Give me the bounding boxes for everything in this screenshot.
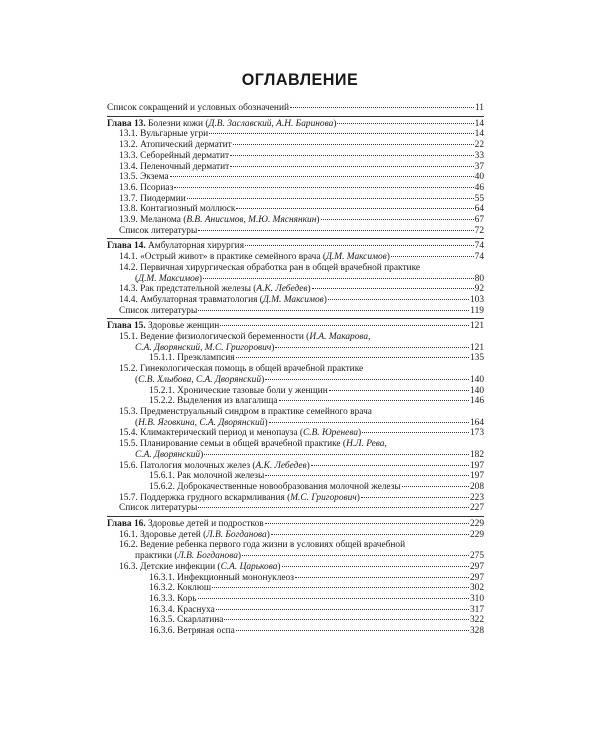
page-number: 46 (474, 182, 484, 193)
leader-dots (170, 176, 474, 177)
toc-entry[interactable] (107, 332, 484, 353)
entry-authors: И.А. Макарова, (309, 332, 371, 343)
toc-entry[interactable] (107, 503, 484, 514)
entry-text: практики (Л.В. Богданова) (135, 551, 242, 562)
entry-first-line: 15.2. Гинекологическая помощь в общей врачебной практике (119, 364, 364, 375)
entry-text: 16.3.1. Инфекционный мононуклеоз (149, 572, 294, 583)
page-number: 74 (474, 252, 484, 263)
entry-first-line: 15.3. Предменструальный синдром в практике семейного врача (119, 406, 372, 417)
page-number: 72 (474, 225, 484, 236)
page-number: 33 (474, 150, 484, 161)
toc-entry[interactable] (107, 295, 484, 306)
chapter-heading[interactable] (107, 119, 484, 130)
page-number: 297 (469, 572, 484, 583)
entry-text: 13.1. Вульгарные угри (119, 129, 209, 140)
toc-entry[interactable] (107, 151, 484, 162)
leader-dots (203, 278, 474, 279)
toc-entry[interactable] (107, 284, 484, 295)
toc-entry[interactable] (107, 204, 484, 215)
leader-dots (204, 454, 469, 455)
leader-dots (312, 288, 474, 289)
chapter-divider (107, 516, 484, 517)
toc-entry[interactable] (107, 183, 484, 194)
entry-text: 15.7. Поддержка грудного вскармливания (М.С. Григорович) (119, 492, 360, 503)
toc-entry[interactable] (107, 140, 484, 151)
page-number: 103 (469, 294, 484, 305)
entry-first-line: 14.2. Первичная хирургическая обработка ран в общей врачебной практике (119, 262, 421, 273)
page-number: 164 (469, 417, 484, 428)
entry-text: 15.2.2. Выделения из влагалища (149, 396, 278, 407)
leader-dots (236, 357, 469, 358)
entry-text: 15.2.1. Хронические тазовые боли у женщин (149, 385, 328, 396)
toc-entry[interactable] (107, 306, 484, 317)
leader-dots (295, 577, 469, 578)
leader-dots (198, 507, 469, 508)
page-number: 14 (474, 118, 484, 129)
entry-text: Список литературы (119, 305, 198, 316)
page-number: 64 (474, 204, 484, 215)
leader-dots (224, 619, 469, 620)
toc-entry[interactable] (107, 573, 484, 584)
leader-dots (311, 465, 469, 466)
toc-entry[interactable] (107, 172, 484, 183)
entry-authors: С.А. Дворянский, М.С. Григорович (135, 342, 272, 353)
entry-authors: Л.В. Богданова (177, 551, 238, 562)
toc-entry[interactable] (107, 263, 484, 284)
page-number: 197 (469, 460, 484, 471)
leader-dots (236, 208, 473, 209)
page-number: 197 (469, 471, 484, 482)
leader-dots (209, 133, 473, 134)
chapter-title: Глава 15. Здоровье женщин (107, 321, 220, 332)
page-number: 55 (474, 193, 484, 204)
page-number: 328 (469, 626, 484, 637)
chapter-title: Глава 16. Здоровье детей и подростков (107, 519, 264, 530)
toc-entry[interactable] (107, 194, 484, 205)
entry-text: 13.2. Атопический дерматит (119, 140, 232, 151)
chapter-number: Глава 13. (107, 118, 146, 129)
entry-authors: В.В. Анисимов, М.Ю. Мяснянкин (186, 215, 317, 226)
entry-authors: Д.М. Максимов (262, 294, 324, 305)
chapter-heading[interactable] (107, 241, 484, 252)
entry-continuation (119, 274, 484, 285)
leader-dots (337, 123, 473, 124)
page-number: 302 (469, 583, 484, 594)
leader-dots (271, 534, 469, 535)
toc-entry[interactable] (107, 407, 484, 428)
entry-first-line: 16.2. Ведение ребенка первого года жизни в условиях общей врачебной (119, 540, 406, 551)
entry-text: Список сокращений и условных обозначений (107, 103, 289, 113)
entry-text: (С.В. Хлыбова, С.А. Дворянский) (135, 374, 265, 385)
page-number: 140 (469, 374, 484, 385)
entry-authors: Н.Л. Рева, (346, 439, 387, 450)
leader-dots (198, 598, 469, 599)
toc-entry[interactable] (107, 626, 484, 637)
entry-text: (Н.В. Яговкина, С.А. Дворянский) (135, 417, 268, 428)
chapter-number: Глава 15. (107, 321, 146, 332)
leader-dots (242, 555, 469, 556)
entry-authors: С.В. Хлыбова, С.А. Дворянский (138, 374, 262, 385)
page-number: 229 (469, 529, 484, 540)
toc-entry-abbreviations[interactable] (107, 103, 484, 114)
leader-dots (220, 325, 469, 326)
leader-dots (198, 230, 473, 231)
page-number: 182 (469, 449, 484, 460)
leader-dots (321, 219, 474, 220)
toc-entry[interactable] (107, 615, 484, 626)
toc-entry[interactable] (107, 530, 484, 541)
chapter-divider (107, 318, 484, 319)
entry-text: С.А. Дворянский) (135, 449, 204, 460)
chapter-divider (107, 116, 484, 117)
page-number: 121 (469, 321, 484, 332)
page-number: 223 (469, 492, 484, 503)
chapter-number: Глава 16. (107, 519, 146, 530)
leader-dots (279, 400, 469, 401)
leader-dots (362, 432, 469, 433)
toc-entry[interactable] (107, 461, 484, 472)
entry-authors: С.А. Дворянский (135, 449, 201, 460)
entry-authors: С.А. Царькова (220, 561, 278, 572)
leader-dots (230, 155, 474, 156)
entry-authors: А.К. Лебедев (256, 284, 308, 295)
page-number: 297 (469, 561, 484, 572)
toc-entry[interactable] (107, 439, 484, 460)
table-of-contents (107, 103, 484, 637)
entry-text: 16.3.5. Скарлатина (149, 615, 224, 626)
page-number: 208 (469, 481, 484, 492)
entry-text: 13.9. Меланома (В.В. Анисимов, М.Ю. Мяснянкин) (119, 215, 320, 226)
leader-dots (187, 198, 474, 199)
toc-entry[interactable] (107, 364, 484, 385)
entry-text: 15.6. Патология молочных желез (А.К. Лебедев) (119, 460, 310, 471)
page-number: 80 (474, 273, 484, 284)
entry-authors: М.С. Григорович (290, 492, 357, 503)
leader-dots (265, 379, 469, 380)
leader-dots (198, 310, 469, 311)
leader-dots (265, 523, 469, 524)
entry-continuation (119, 551, 484, 562)
leader-dots (328, 299, 469, 300)
chapter-heading[interactable] (107, 321, 484, 332)
chapter-number: Глава 14. (107, 241, 146, 252)
entry-text: 16.1. Здоровье детей (Л.В. Богданова) (119, 529, 270, 540)
page-number: 135 (469, 353, 484, 364)
toc-entry[interactable] (107, 493, 484, 504)
entry-text: 13.6. Псориаз (119, 182, 174, 193)
page-number: 227 (469, 503, 484, 514)
page-number: 121 (469, 342, 484, 353)
toc-entry[interactable] (107, 129, 484, 140)
toc-entry[interactable] (107, 215, 484, 226)
entry-text: 16.3. Детские инфекции (С.А. Царькова) (119, 561, 281, 572)
entry-authors: Н.В. Яговкина, С.А. Дворянский (138, 417, 265, 428)
entry-continuation (119, 375, 484, 386)
entry-authors: А.К. Лебедев (255, 460, 307, 471)
toc-entry[interactable] (107, 605, 484, 616)
leader-dots (233, 144, 474, 145)
entry-continuation (119, 450, 484, 461)
chapter-divider (107, 238, 484, 239)
toc-entry[interactable] (107, 353, 484, 364)
page-number: 11 (474, 103, 484, 113)
toc-entry[interactable] (107, 386, 484, 397)
page-number: 173 (469, 428, 484, 439)
leader-dots (402, 486, 469, 487)
toc-entry[interactable] (107, 482, 484, 493)
entry-text: Список литературы (119, 225, 198, 236)
entry-text: Список литературы (119, 503, 198, 514)
leader-dots (282, 566, 469, 567)
page-number: 119 (470, 305, 484, 316)
page-number: 40 (474, 172, 484, 183)
entry-authors: Д.М. Максимов (325, 252, 387, 263)
entry-text: С.А. Дворянский, М.С. Григорович) (135, 342, 275, 353)
chapter-title: Глава 14. Амбулаторная хирургия (107, 241, 245, 252)
toc-entry[interactable] (107, 162, 484, 173)
leader-dots (230, 166, 473, 167)
entry-text: 15.6.2. Доброкачественные новообразования молочной железы (149, 481, 401, 492)
entry-text: 15.6.1. Рак молочной железы (149, 471, 265, 482)
entry-text: 13.3. Себорейный дерматит (119, 150, 230, 161)
entry-first-line: 15.5. Планирование семьи в общей врачебной практике (Н.Л. Рева, (119, 439, 387, 450)
entry-text: (Д.М. Максимов) (135, 273, 203, 284)
leader-dots (174, 187, 473, 188)
page-number: 92 (474, 284, 484, 295)
leader-dots (212, 587, 469, 588)
toc-entry[interactable] (107, 540, 484, 561)
page-number: 22 (474, 140, 484, 151)
chapter-authors: Д.В. Заславский, А.Н. Баринова (208, 118, 334, 129)
page-number: 74 (474, 241, 484, 252)
leader-dots (275, 347, 469, 348)
chapter-heading[interactable] (107, 519, 484, 530)
entry-text: 16.3.6. Ветряная оспа (149, 626, 235, 637)
entry-authors: С.В. Юренева (302, 428, 359, 439)
page-number: 317 (469, 604, 484, 615)
page-number: 67 (474, 215, 484, 226)
leader-dots (329, 390, 469, 391)
leader-dots (245, 245, 474, 246)
page-number: 275 (469, 551, 484, 562)
chapter-title: Глава 13. Болезни кожи (Д.В. Заславский, А.Н. Баринова) (107, 118, 337, 129)
entry-continuation (119, 343, 484, 354)
entry-continuation (119, 418, 484, 429)
entry-text: 13.4. Пеленочный дерматит (119, 161, 230, 172)
entry-text: 14.3. Рак предстательной железы (А.К. Лебедев) (119, 284, 311, 295)
page-number: 229 (469, 519, 484, 530)
toc-entry[interactable] (107, 396, 484, 407)
page-title: ОГЛАВЛЕНИЕ (241, 70, 359, 89)
entry-text: 14.4. Амбулаторная травматология (Д.М. Максимов) (119, 294, 327, 305)
toc-entry[interactable] (107, 594, 484, 605)
entry-text: 15.4. Климактерический период и менопауза (С.В. Юренева) (119, 428, 362, 439)
entry-text: 16.3.2. Коклюш (149, 583, 212, 594)
leader-dots (269, 422, 469, 423)
entry-authors: Л.В. Богданова (206, 529, 267, 540)
leader-dots (290, 107, 474, 108)
leader-dots (391, 256, 474, 257)
toc-entry[interactable] (107, 226, 484, 237)
toc-entry[interactable] (107, 252, 484, 263)
page-number: 37 (474, 161, 484, 172)
entry-text: 14.1. «Острый живот» в практике семейного врача (Д.М. Максимов) (119, 252, 390, 263)
toc-entry[interactable] (107, 562, 484, 573)
entry-text: 13.8. Контагиозный моллюск (119, 204, 236, 215)
page-number: 140 (469, 385, 484, 396)
entry-text: 15.1.1. Преэклампсия (149, 353, 235, 364)
toc-entry[interactable] (107, 471, 484, 482)
page-number: 310 (469, 593, 484, 604)
page-number: 14 (474, 129, 484, 140)
toc-entry[interactable] (107, 428, 484, 439)
leader-dots (265, 475, 469, 476)
leader-dots (236, 630, 469, 631)
entry-text: 16.3.4. Краснуха (149, 604, 215, 615)
entry-text: 13.5. Экзема (119, 172, 169, 183)
leader-dots (361, 497, 469, 498)
page-number: 322 (469, 615, 484, 626)
toc-entry[interactable] (107, 583, 484, 594)
entry-text: 16.3.3. Корь (149, 593, 197, 604)
entry-first-line: 15.1. Ведение физиологической беременности (И.А. Макарова, (119, 332, 371, 343)
page-number: 146 (469, 396, 484, 407)
entry-text: 13.7. Пиодермии (119, 193, 186, 204)
leader-dots (216, 609, 469, 610)
entry-authors: Д.М. Максимов (138, 273, 199, 284)
